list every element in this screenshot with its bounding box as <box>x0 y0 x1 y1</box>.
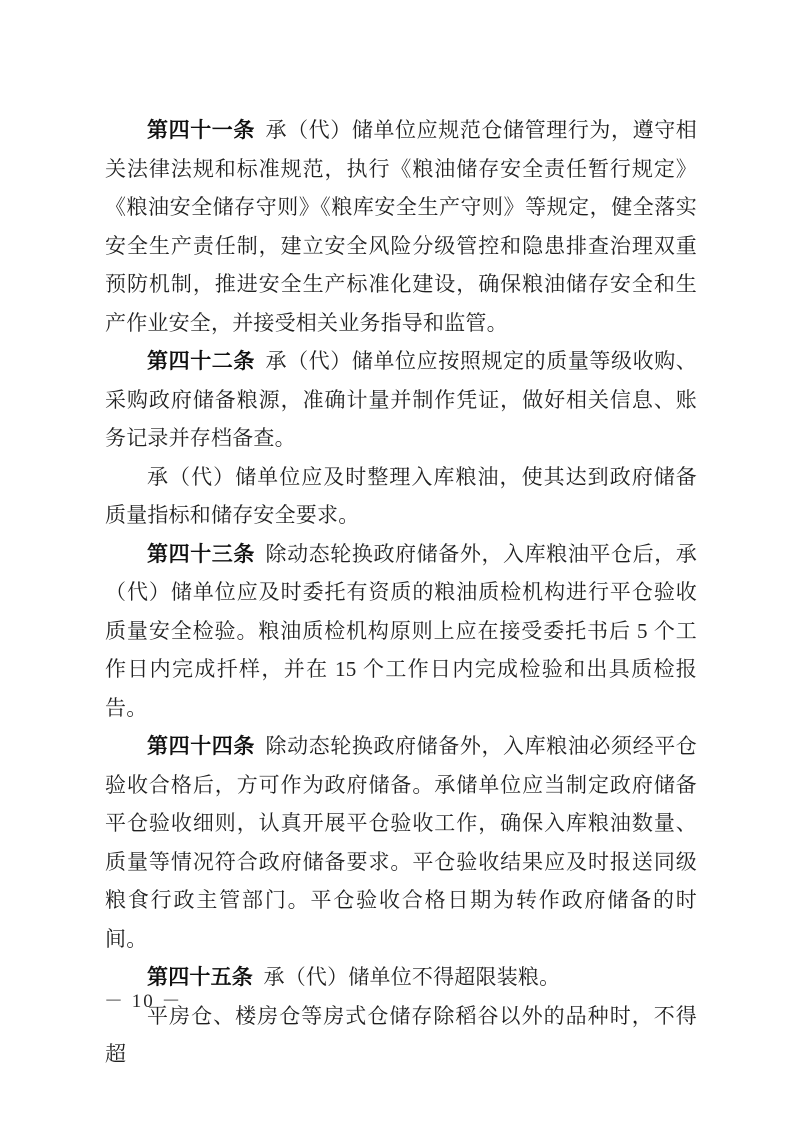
article-heading: 第四十二条 <box>147 349 255 373</box>
page-number: － 10 － <box>104 991 183 1012</box>
article-heading: 第四十三条 <box>147 541 255 566</box>
paragraph-text: 承（代）储单位不得超限装粮。 <box>263 965 561 989</box>
paragraph <box>105 458 697 535</box>
article-heading: 第四十四条 <box>147 734 255 758</box>
paragraph <box>105 958 697 997</box>
paragraph-text: 承（代）储单位应及时整理入库粮油，使其达到政府储备质量指标和储存安全要求。 <box>105 464 697 527</box>
article-heading: 第四十一条 <box>147 118 255 142</box>
paragraph-text: 承（代）储单位应规范仓储管理行为，遵守相关法律法规和标准规范，执行《粮油储存安全责任暂行规定》《粮油安全储存守则》《粮库安全生产守则》等规定，健全落实安全生产责任制，建立安全风险分级管控和隐患排查治理双重预防机制，推进安全生产标准化建设，确保粮油储存安全和生产作业安全，并接受相关业务指导和监管。 <box>105 118 698 335</box>
paragraph-text: 除动态轮换政府储备外，入库粮油必须经平仓验收合格后，方可作为政府储备。承储单位应当制定政府储备平仓验收细则，认真开展平仓验收工作，确保入库粮油数量、质量等情况符合政府储备要求。平仓验收结果应及时报送同级粮食行政主管部门。平仓验收合格日期为转作政府储备的时间。 <box>105 734 698 951</box>
paragraph <box>105 727 697 958</box>
paragraph <box>105 535 697 728</box>
article-heading: 第四十五条 <box>147 965 253 989</box>
paragraph <box>105 997 697 1074</box>
paragraph <box>105 342 697 458</box>
document-body <box>105 111 697 1074</box>
paragraph-text: 除动态轮换政府储备外，入库粮油平仓后，承（代）储单位应及时委托有资质的粮油质检机构进行平仓验收质量安全检验。粮油质检机构原则上应在接受委托书后 5 个工作日内完成扦样，并在 15 个工作日内完成检验和出具质检报告。 <box>105 541 698 720</box>
paragraph-text: 承（代）储单位应按照规定的质量等级收购、采购政府储备粮源，准确计量并制作凭证，做好相关信息、账务记录并存档备查。 <box>105 349 698 450</box>
paragraph-text: 平房仓、楼房仓等房式仓储存除稻谷以外的品种时，不得超 <box>105 1003 697 1066</box>
paragraph <box>105 111 697 342</box>
